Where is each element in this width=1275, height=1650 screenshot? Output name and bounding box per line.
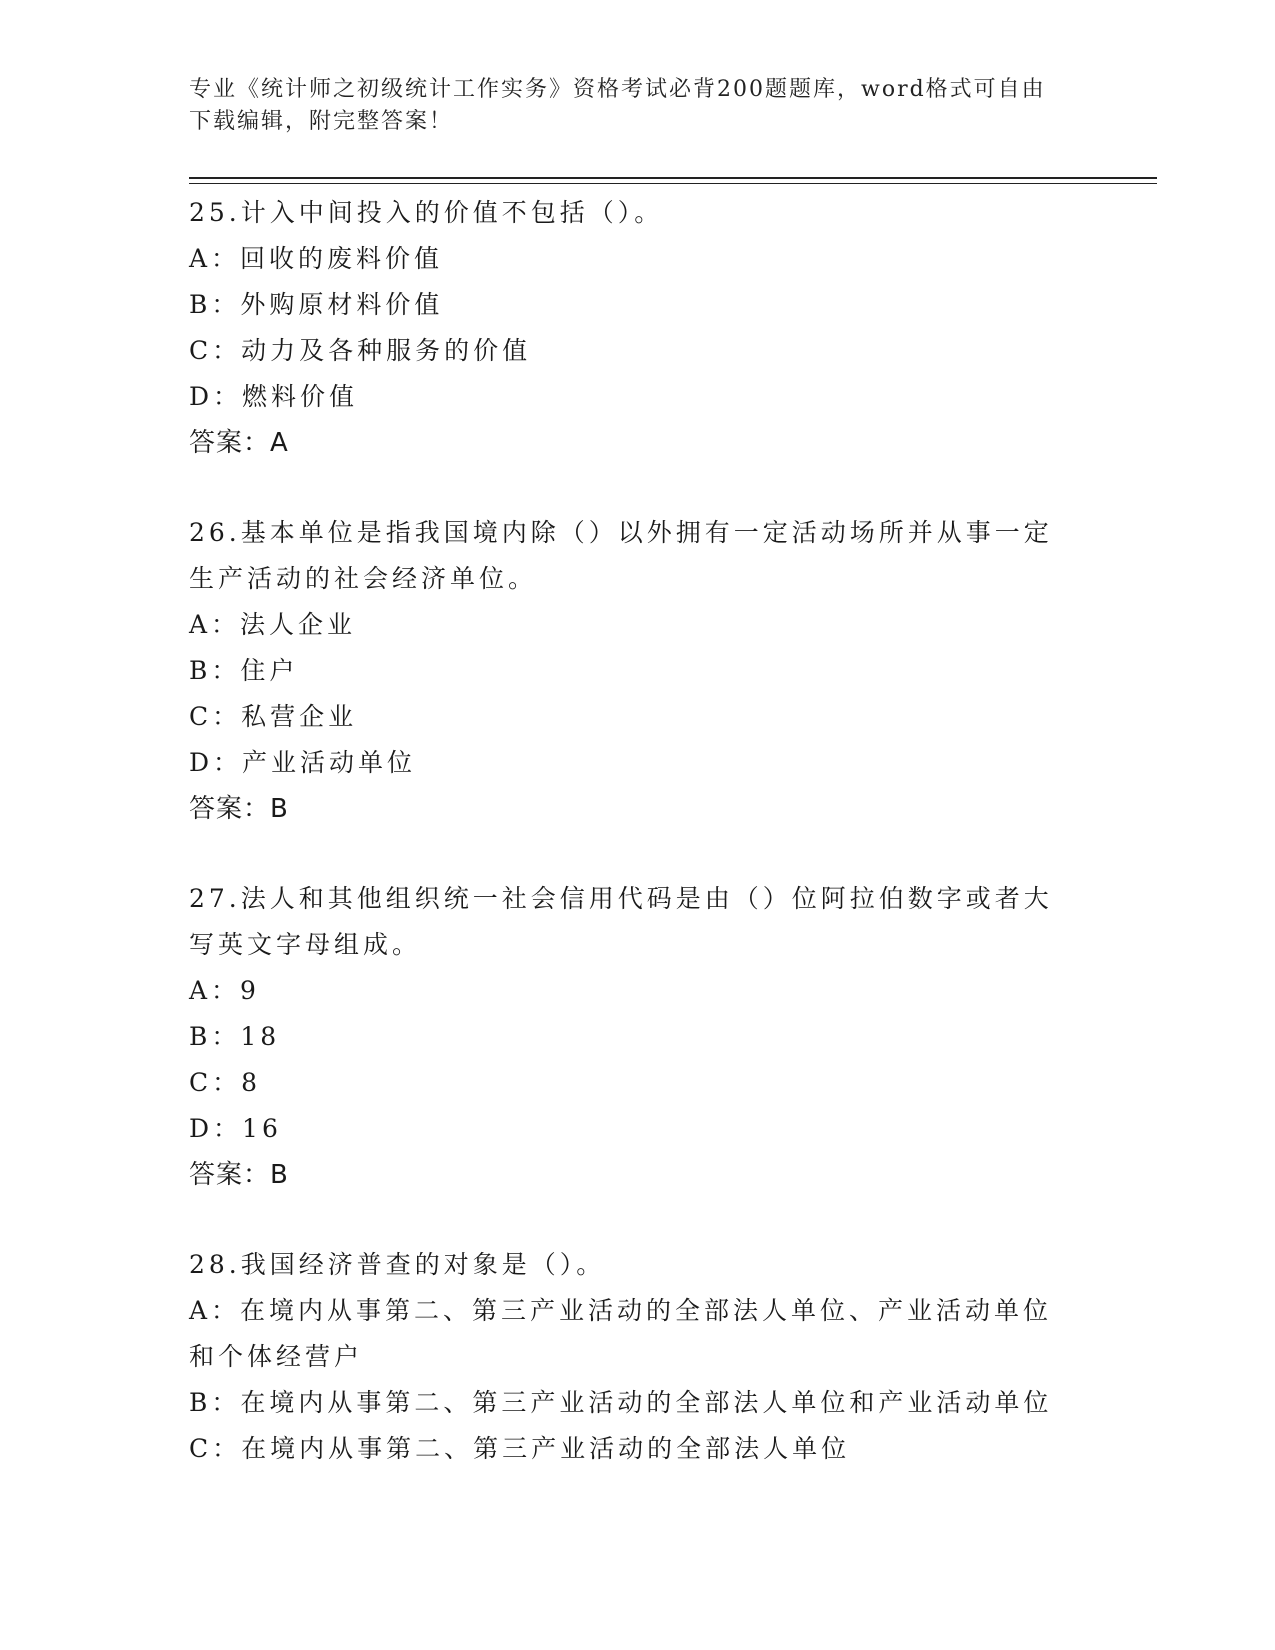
option-b: B：住户	[189, 656, 299, 685]
question-stem: 26.基本单位是指我国境内除（）以外拥有一定活动场所并从事一定生产活动的社会经济单位。	[189, 518, 1053, 593]
question-26	[189, 510, 1079, 832]
question-25	[189, 190, 1079, 466]
header-line-2: 下载编辑，附完整答案！	[189, 109, 454, 134]
question-28	[189, 1242, 1079, 1472]
option-b: B：外购原材料价值	[189, 290, 444, 319]
header-rule-thick	[189, 177, 1157, 179]
option-b: B：在境内从事第二、第三产业活动的全部法人单位和产业活动单位	[189, 1388, 1053, 1417]
question-stem: 28.我国经济普查的对象是（）。	[189, 1250, 606, 1279]
option-d: D：16	[189, 1114, 282, 1143]
option-a: A：在境内从事第二、第三产业活动的全部法人单位、产业活动单位和个体经营户	[189, 1296, 1053, 1371]
option-a: A：回收的废料价值	[189, 244, 444, 273]
option-c: C：动力及各种服务的价值	[189, 336, 532, 365]
question-stem: 27.法人和其他组织统一社会信用代码是由（）位阿拉伯数字或者大写英文字母组成。	[189, 884, 1053, 959]
answer-line: 答案：B	[189, 1160, 289, 1190]
option-c: C：在境内从事第二、第三产业活动的全部法人单位	[189, 1434, 851, 1463]
answer-line: 答案：A	[189, 428, 289, 458]
option-d: D：燃料价值	[189, 382, 359, 411]
option-a: A：法人企业	[189, 610, 357, 639]
document-header	[189, 74, 1079, 138]
header-line-1: 专业《统计师之初级统计工作实务》资格考试必背200题题库，word格式可自由	[189, 77, 1046, 102]
question-stem: 25.计入中间投入的价值不包括（）。	[189, 198, 664, 227]
option-b: B：18	[189, 1022, 281, 1051]
question-list	[189, 190, 1079, 1516]
option-c: C：私营企业	[189, 702, 358, 731]
option-c: C：8	[189, 1068, 262, 1097]
question-27	[189, 876, 1079, 1198]
answer-line: 答案：B	[189, 794, 289, 824]
header-rule-thin	[189, 183, 1157, 184]
option-a: A：9	[189, 976, 260, 1005]
option-d: D：产业活动单位	[189, 748, 417, 777]
